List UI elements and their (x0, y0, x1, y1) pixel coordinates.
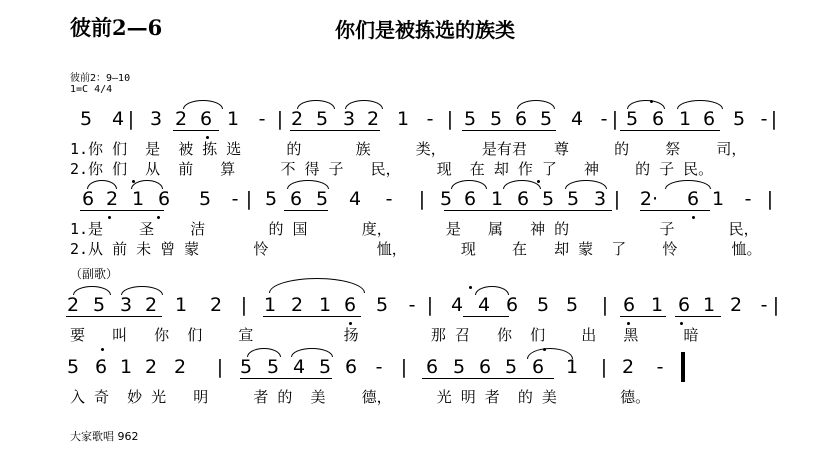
note: 1 (490, 188, 504, 210)
sustain-dash: - (656, 356, 664, 378)
barline: | (446, 108, 454, 130)
note: 5 (539, 108, 553, 130)
slur (527, 348, 573, 359)
note: 1 (226, 108, 240, 130)
note: 4 (111, 108, 125, 130)
lyric-line-3: 要 叫 你 们 宣 扬 那 召 你 们 出 黑 暗 (70, 326, 699, 344)
note: 6 (94, 356, 108, 378)
note: 5 (625, 108, 639, 130)
octave-dot (627, 322, 630, 325)
song-title: 你们是被拣选的族类 (335, 18, 515, 42)
octave-dot (680, 322, 683, 325)
octave-dot (132, 180, 135, 183)
barline: | (245, 188, 253, 210)
note: 6 (343, 294, 357, 316)
note: 2 (144, 356, 158, 378)
score-line-4 (0, 352, 825, 382)
note: 5 (566, 188, 580, 210)
note: 4 (292, 356, 306, 378)
note: 5 (264, 188, 278, 210)
note: 1 (318, 294, 332, 316)
sustain-dash: - (744, 188, 752, 210)
note: 1 (565, 356, 579, 378)
note: 6 (425, 356, 439, 378)
note: 5 (375, 294, 389, 316)
lyric-line-1-verse-1: 1.你 们 是 被 拣 选 的 族 类， 是有君 尊 的 祭 司， (70, 140, 747, 158)
note: 2 (290, 294, 304, 316)
lyric-line-1-verse-2: 2.你 们 从 前 算 不 得 子 民， 现 在 却 作 了 神 的 子 民。 (70, 160, 714, 178)
chorus-label: （副歌） (70, 267, 119, 281)
slur (183, 100, 223, 109)
note: 6 (531, 356, 545, 378)
octave-dot (108, 216, 111, 219)
beam-underline (80, 210, 164, 211)
note: 2 (729, 294, 743, 316)
slur (291, 348, 333, 357)
barline: | (240, 294, 248, 316)
note: 6 (514, 108, 528, 130)
slur (503, 180, 541, 189)
key-signature: 1=C 4/4 (70, 84, 113, 95)
beam-underline (444, 210, 612, 211)
note: 5 (198, 188, 212, 210)
note: 6 (677, 294, 691, 316)
note: 2· (639, 188, 659, 210)
beam-underline (173, 130, 219, 131)
sustain-dash: - (408, 294, 416, 316)
sustain-dash: - (760, 294, 768, 316)
note: 3 (149, 108, 163, 130)
note: 5 (536, 294, 550, 316)
octave-dot (650, 100, 653, 103)
note: 5 (463, 108, 477, 130)
barline: | (766, 188, 774, 210)
slur (451, 180, 487, 189)
beam-underline (240, 378, 332, 379)
octave-dot (206, 136, 209, 139)
slur (475, 286, 509, 295)
lyric-line-2-verse-2: 2.从 前 未 曾 蒙 怜 恤， 现 在 却 蒙 了 怜 恤。 (70, 240, 762, 258)
sustain-dash: - (231, 188, 239, 210)
note: 2 (174, 108, 188, 130)
barline: | (611, 108, 619, 130)
sustain-dash: - (375, 356, 383, 378)
note: 5 (504, 356, 518, 378)
slur (565, 180, 607, 189)
note: 2 (290, 108, 304, 130)
note: 1 (650, 294, 664, 316)
beam-underline (284, 210, 328, 211)
octave-dot (537, 180, 540, 183)
note: 2 (66, 294, 80, 316)
barline: | (276, 108, 284, 130)
slur (297, 100, 335, 109)
slur (269, 278, 365, 293)
note: 5 (489, 108, 503, 130)
note: 4 (348, 188, 362, 210)
note: 5 (66, 356, 80, 378)
barline: | (601, 294, 609, 316)
note: 5 (92, 294, 106, 316)
octave-dot (349, 322, 352, 325)
note: 6 (81, 188, 95, 210)
note: 2 (144, 294, 158, 316)
octave-dot (543, 348, 546, 351)
note: 6 (463, 188, 477, 210)
note: 1 (702, 294, 716, 316)
note: 6 (289, 188, 303, 210)
slur (677, 100, 723, 109)
beam-underline (620, 316, 666, 317)
note: 1 (396, 108, 410, 130)
slur (247, 348, 281, 357)
barline: | (613, 188, 621, 210)
octave-dot (157, 216, 160, 219)
slur (131, 180, 163, 189)
lyric-line-2-verse-1: 1.是 圣 洁 的 国 度， 是 属 神 的 子 民， (70, 220, 759, 238)
note: 6 (702, 108, 716, 130)
slur (627, 100, 665, 109)
note: 2 (173, 356, 187, 378)
note: 1 (119, 356, 133, 378)
note: 1 (131, 188, 145, 210)
hymnal-reference: 大家歌唱 962 (70, 430, 139, 443)
note: 2 (366, 108, 380, 130)
note: 5 (315, 188, 329, 210)
source-verse: 彼前2：9—10 (70, 73, 131, 84)
beam-underline (463, 316, 509, 317)
slur (87, 180, 117, 189)
note: 3 (593, 188, 607, 210)
note: 2 (105, 188, 119, 210)
note: 1 (263, 294, 277, 316)
slur (73, 286, 111, 295)
note: 1 (174, 294, 188, 316)
note: 6 (516, 188, 530, 210)
octave-dot (101, 348, 104, 351)
note: 6 (686, 188, 700, 210)
note: 1 (678, 108, 692, 130)
note: 5 (79, 108, 93, 130)
beam-underline (263, 316, 361, 317)
sustain-dash: - (385, 188, 393, 210)
barline: | (426, 294, 434, 316)
sustain-dash: - (258, 108, 266, 130)
barline: | (400, 356, 408, 378)
note: 2 (621, 356, 635, 378)
beam-underline (422, 378, 554, 379)
note: 5 (565, 294, 579, 316)
beam-underline (640, 210, 710, 211)
barline: | (600, 356, 608, 378)
sustain-dash: - (426, 108, 434, 130)
note: 4 (570, 108, 584, 130)
beam-underline (620, 130, 720, 131)
note: 6 (199, 108, 213, 130)
note: 6 (157, 188, 171, 210)
note: 5 (266, 356, 280, 378)
slur (345, 100, 383, 109)
note: 6 (622, 294, 636, 316)
scripture-reference: 彼前2—6 (70, 15, 163, 40)
barline: | (216, 356, 224, 378)
lyric-line-4: 入 奇 妙 光 明 者 的 美 德， 光 明 者 的 美 德。 (70, 388, 651, 406)
note: 1 (711, 188, 725, 210)
note: 3 (119, 294, 133, 316)
slur (121, 286, 163, 295)
note: 6 (505, 294, 519, 316)
note: 3 (342, 108, 356, 130)
note: 4 (450, 294, 464, 316)
beam-underline (66, 316, 162, 317)
note: 5 (315, 108, 329, 130)
note: 4 (477, 294, 491, 316)
note: 5 (732, 108, 746, 130)
octave-dot (692, 216, 695, 219)
slur (665, 180, 711, 189)
sustain-dash: - (760, 108, 768, 130)
note: 2 (209, 294, 223, 316)
barline: | (770, 108, 778, 130)
note: 5 (318, 356, 332, 378)
octave-dot (469, 286, 472, 289)
beam-underline (462, 130, 556, 131)
barline: | (127, 108, 135, 130)
beam-underline (290, 130, 380, 131)
barline: | (418, 188, 426, 210)
note: 5 (239, 356, 253, 378)
barline: | (772, 294, 780, 316)
note: 6 (344, 356, 358, 378)
beam-underline (675, 316, 721, 317)
slur (517, 100, 555, 109)
note: 6 (651, 108, 665, 130)
sustain-dash: - (600, 108, 608, 130)
note: 5 (541, 188, 555, 210)
note: 5 (452, 356, 466, 378)
note: 5 (439, 188, 453, 210)
note: 6 (478, 356, 492, 378)
final-barline (681, 352, 685, 382)
slur (287, 180, 329, 189)
